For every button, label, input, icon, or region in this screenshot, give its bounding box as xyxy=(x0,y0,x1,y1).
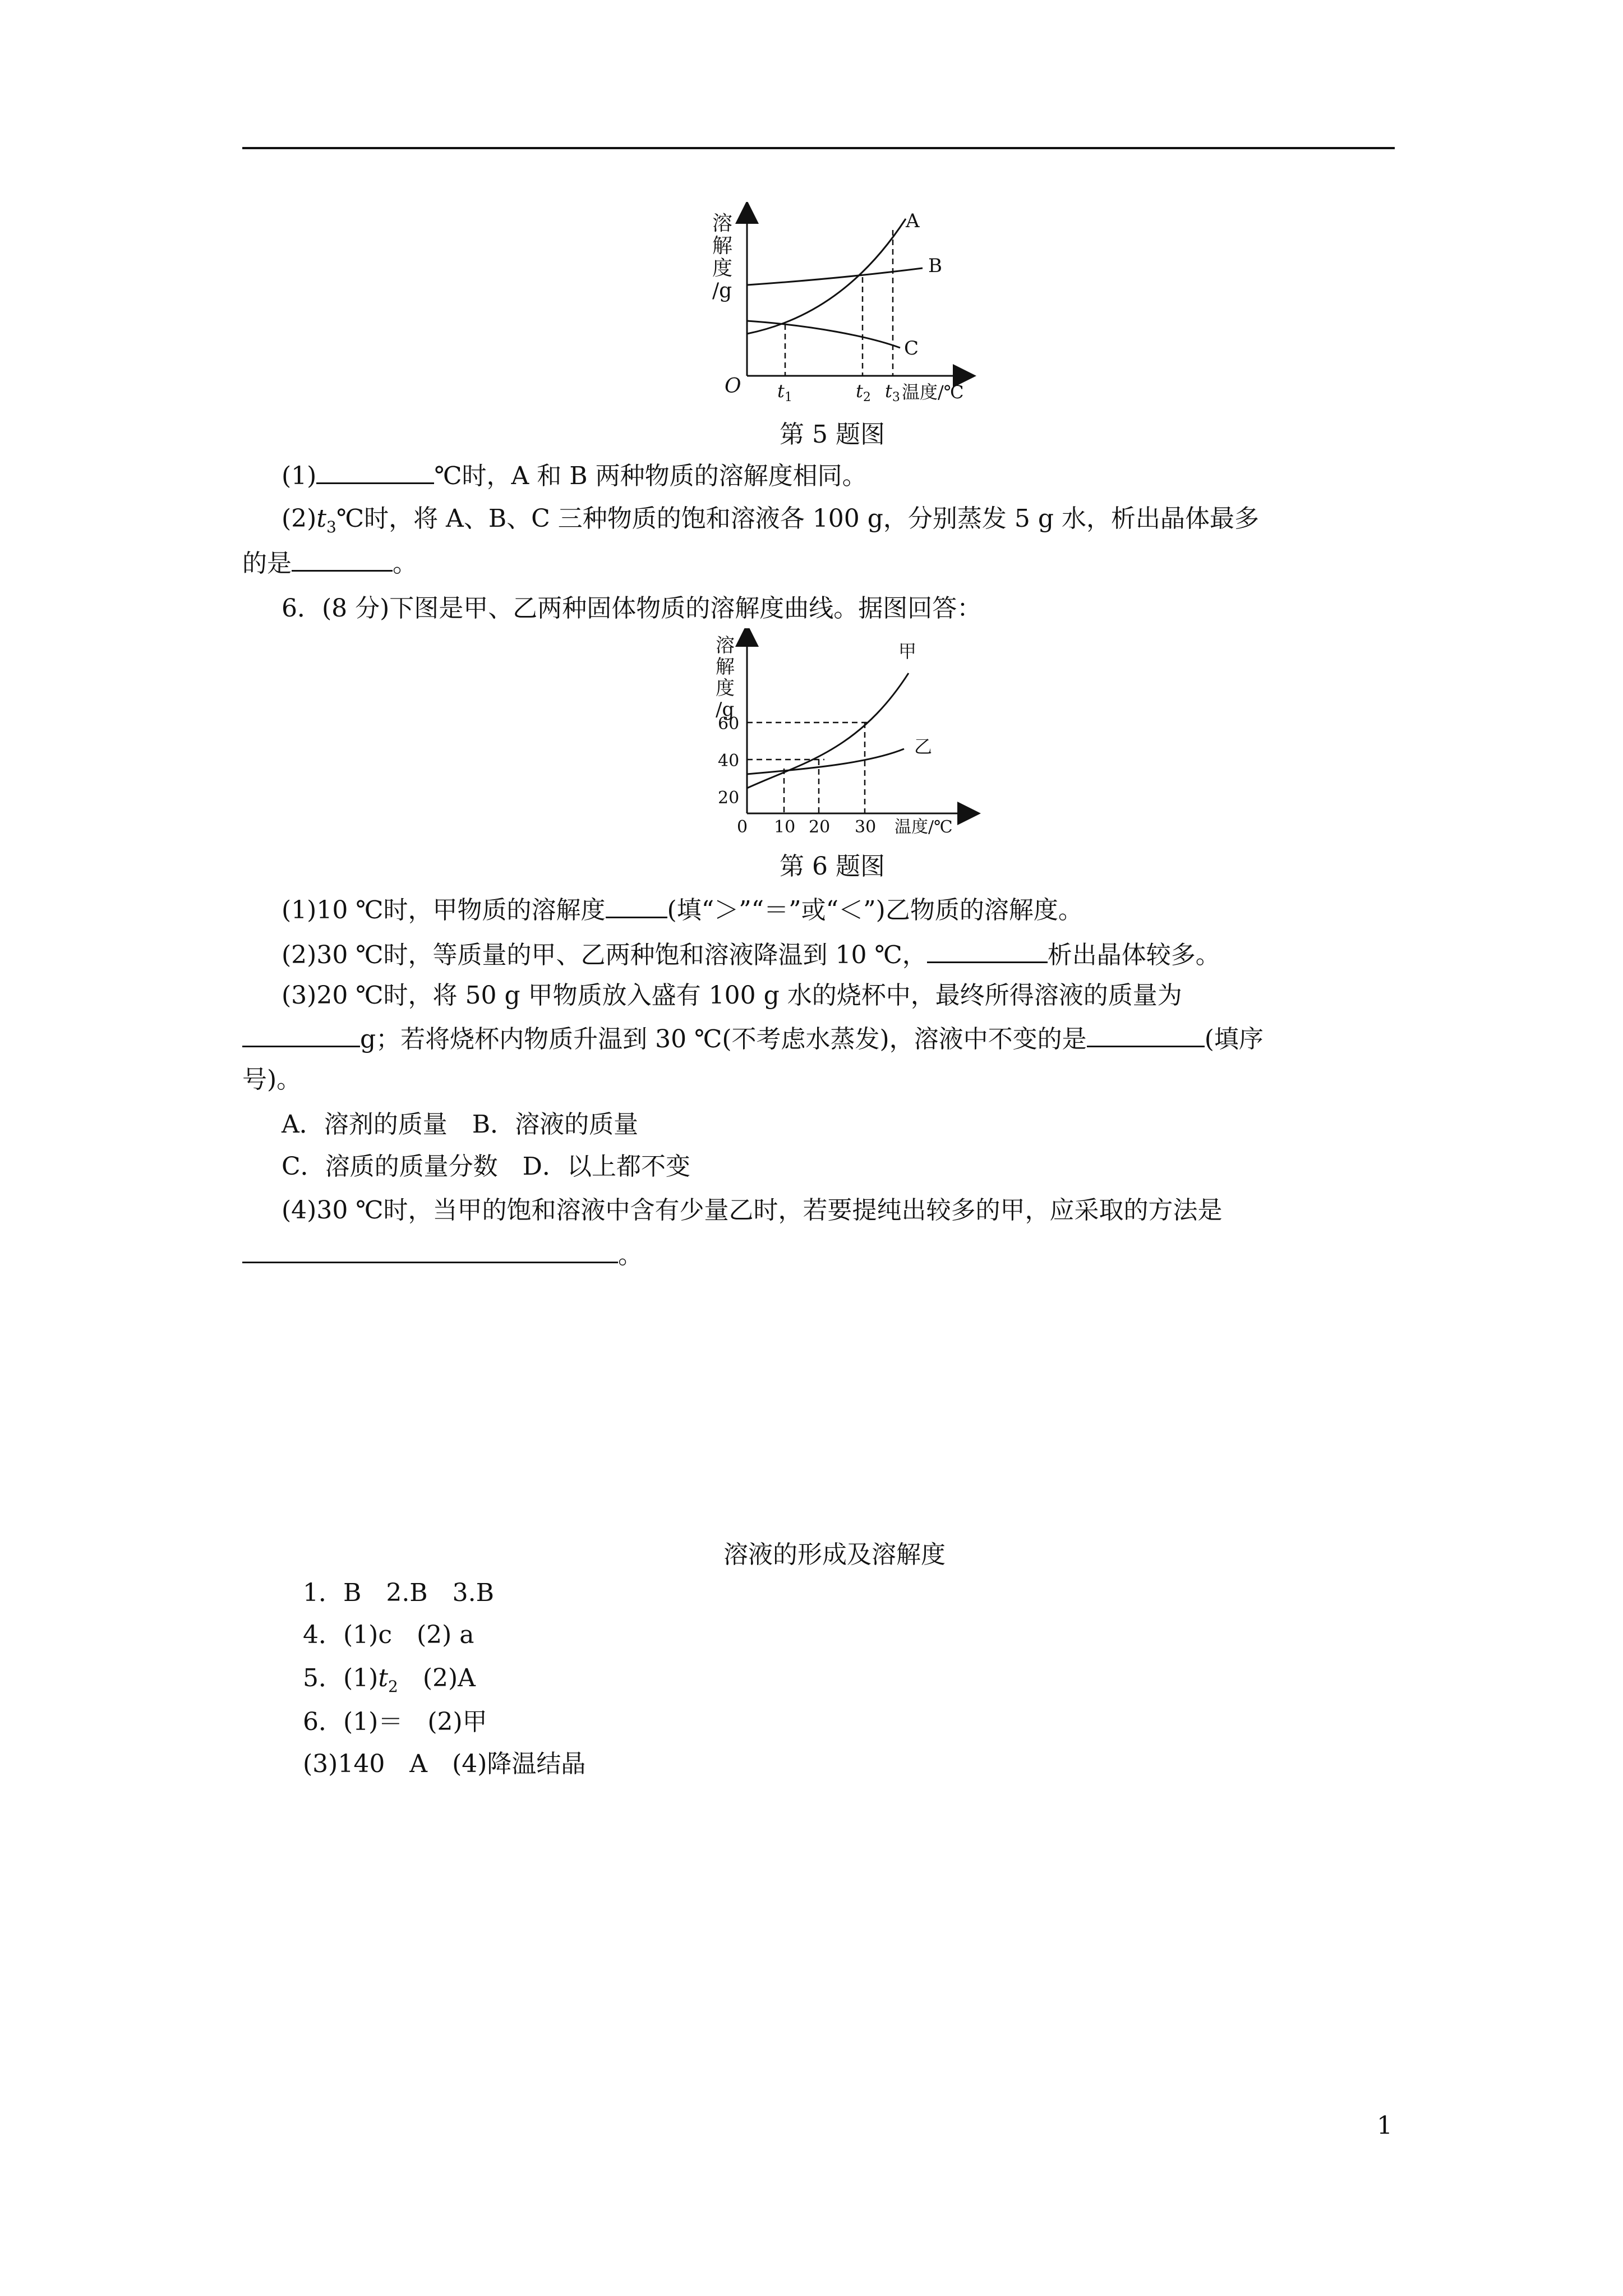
y-label-3: 度 xyxy=(712,257,733,280)
q6-part3-line2: g；若将烧杯内物质升温到 30 ℃(不考虑水蒸发)，溶液中不变的是 (填序 xyxy=(242,1021,1264,1056)
answer-blank[interactable] xyxy=(1087,1021,1205,1047)
curve-b xyxy=(747,268,923,285)
figure-6-caption: 第 6 题图 xyxy=(780,852,885,881)
y-label-2: 解 xyxy=(712,234,733,257)
header-rule xyxy=(242,147,1395,149)
q5-part2-line2: 的是 。 xyxy=(242,545,417,581)
y-tick-20: 20 xyxy=(718,788,740,808)
answers-6: 6．(1)＝ (2)甲 xyxy=(303,1708,487,1736)
y-tick-40: 40 xyxy=(718,751,740,771)
answer-blank[interactable] xyxy=(292,545,393,572)
x-axis-label: 温度/℃ xyxy=(895,817,953,837)
y-label-2: 解 xyxy=(716,656,735,678)
answers-title: 溶液的形成及溶解度 xyxy=(723,1540,946,1569)
y-tick-60: 60 xyxy=(718,714,740,734)
answers-1-3: 1．B 2.B 3.B xyxy=(303,1579,494,1607)
y-label-4: /g xyxy=(716,698,735,721)
answer-blank[interactable] xyxy=(242,1021,360,1047)
curve-c xyxy=(747,321,900,348)
curve-a xyxy=(747,219,906,334)
y-label-1: 溶 xyxy=(716,634,735,657)
x-tick-30: 30 xyxy=(855,817,877,837)
q6-part4-line1: (4)30 ℃时，当甲的饱和溶液中含有少量乙时，若要提纯出较多的甲，应采取的方法是 xyxy=(282,1196,1223,1225)
x-tick-0: 0 xyxy=(737,817,748,837)
y-label-4: /g xyxy=(712,279,732,302)
origin-label: O xyxy=(725,375,741,398)
q6-part3-line1: (3)20 ℃时，将 50 g 甲物质放入盛有 100 g 水的烧杯中，最终所得溶液的质量为 xyxy=(282,981,1182,1010)
q6-part1: (1)10 ℃时，甲物质的溶解度 (填“＞”“＝”或“＜”)乙物质的溶解度。 xyxy=(282,892,1083,927)
q6-options-ab: A．溶剂的质量 B．溶液的质量 xyxy=(282,1110,639,1139)
q5-part2-line1: $(2)t_3℃$时，将 A、B、C 三种物质的饱和溶液各 100 g，分别蒸发 5 g 水，析出晶体最多 xyxy=(282,504,1260,536)
answers-5: 5．$(1)t_2$ (2)A xyxy=(303,1664,476,1696)
answer-blank[interactable] xyxy=(927,937,1048,963)
q6-part2: (2)30 ℃时，等质量的甲、乙两种饱和溶液降温到 10 ℃， 析出晶体较多。 xyxy=(282,937,1220,972)
answer-blank[interactable] xyxy=(606,892,667,918)
answers-4: 4．(1)c (2) a xyxy=(303,1621,474,1649)
x-tick-10: 10 xyxy=(774,817,796,837)
q5-part1: (1) ℃时，A 和 B 两种物质的溶解度相同。 xyxy=(282,458,867,493)
figure-5-caption: 第 5 题图 xyxy=(780,420,885,449)
curve-a-label: A xyxy=(906,210,920,232)
x-axis-label: 温度/℃ xyxy=(902,381,964,403)
answer-blank[interactable] xyxy=(242,1237,618,1263)
answer-blank[interactable] xyxy=(316,458,434,484)
x-tick-20: 20 xyxy=(809,817,831,837)
q6-options-cd: C．溶质的质量分数 D．以上都不变 xyxy=(282,1152,690,1181)
curve-b-label: B xyxy=(928,255,942,277)
figure-5 xyxy=(701,202,993,409)
figure-6 xyxy=(701,628,993,841)
answers-6b: (3)140 A (4)降温结晶 xyxy=(303,1750,586,1778)
q6-part4-line2: 。 xyxy=(242,1237,643,1272)
tick-t3: $t_3$ xyxy=(885,380,900,404)
tick-t1: $t_1$ xyxy=(777,380,792,404)
page-number: 1 xyxy=(1377,2111,1393,2140)
curve-jia-label: 甲 xyxy=(898,641,917,662)
curve-yi-label: 乙 xyxy=(914,736,933,757)
q6-part3-line3: 号)。 xyxy=(242,1065,302,1094)
y-label-3: 度 xyxy=(716,677,735,700)
q6-intro: 6．(8 分)下图是甲、乙两种固体物质的溶解度曲线。据图回答： xyxy=(282,594,982,623)
tick-t2: $t_2$ xyxy=(856,380,871,404)
curve-jia xyxy=(747,673,909,788)
curve-c-label: C xyxy=(904,337,919,360)
y-label-1: 溶 xyxy=(712,212,733,235)
